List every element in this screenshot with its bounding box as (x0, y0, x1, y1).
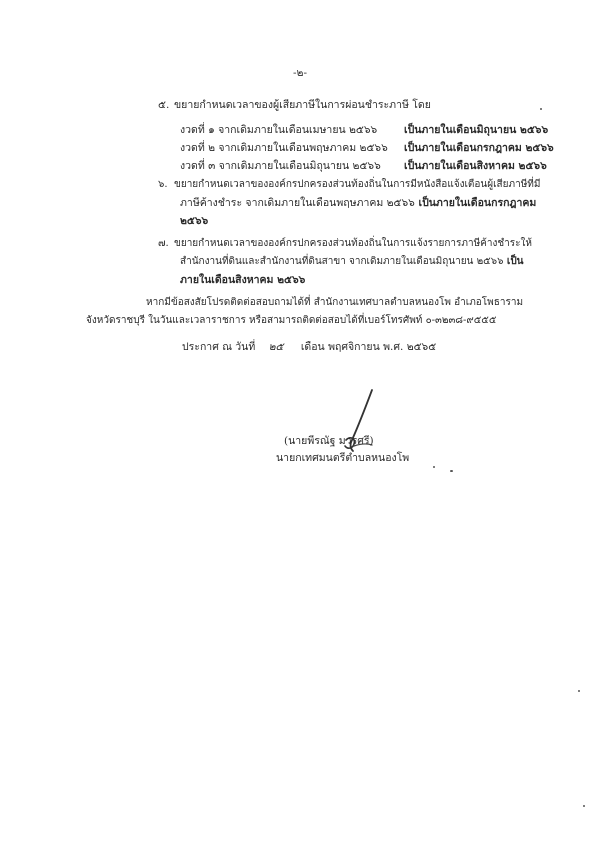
installment-2-label: งวดที่ ๒ จากเดิมภายในเดือนพฤษภาคม ๒๕๖๖ (180, 142, 388, 154)
contact-line-1: หากมีข้อสงสัยโปรดติดต่อสอบถามได้ที่ สำนักงานเทศบาลตำบลหนองโพ อำเภอโพธาราม (146, 297, 524, 308)
installment-3-new: เป็นภายในเดือนสิงหาคม ๒๕๖๖ (404, 160, 547, 172)
item-5-installment-2 (180, 141, 388, 155)
item-6-line-1: ๖. ขยายกำหนดเวลาขององค์กรปกครองส่วนท้องถิ่นในการมีหนังสือแจ้งเตือนผู้เสียภาษีที่มี (158, 179, 541, 190)
item-5-installment-1 (180, 123, 377, 137)
item-5-heading (158, 98, 431, 112)
item-5-installment-3 (180, 159, 381, 173)
signatory-name: (นายพีรณัฐ มวรศรี) (284, 435, 374, 447)
scan-speck (433, 466, 435, 468)
signatory-title: นายกเทศมนตรีตำบลหนองโพ (276, 452, 410, 464)
announcement-date (182, 340, 436, 354)
announcement-day: ๒๕ (268, 341, 284, 353)
item-6-line-2: ภาษีค้างชำระ จากเดิมภายในเดือนพฤษภาคม ๒๕๖๖ เป็นภายในเดือนกรกฎาคม (180, 197, 537, 209)
installment-1-label: งวดที่ ๑ จากเดิมภายในเดือนเมษายน ๒๕๖๖ (180, 124, 378, 136)
scan-speck (583, 805, 585, 807)
item-7-line-3: ภายในเดือนสิงหาคม ๒๕๖๖ (180, 274, 306, 286)
item-7-line-1: ๗. ขยายกำหนดเวลาขององค์กรปกครองส่วนท้องถิ่นในการแจ้งรายการภาษีค้างชำระให้ (158, 238, 532, 249)
item-6-line-3: ๒๕๖๖ (180, 215, 209, 227)
installment-2-new: เป็นภายในเดือนกรกฎาคม ๒๕๖๖ (404, 142, 554, 154)
installment-1-new: เป็นภายในเดือนมิถุนายน ๒๕๖๖ (404, 124, 549, 136)
announcement-prefix: ประกาศ ณ วันที่ (182, 341, 256, 353)
scan-speck (540, 108, 542, 110)
installment-3-label: งวดที่ ๓ จากเดิมภายในเดือนมิถุนายน ๒๕๖๖ (180, 160, 381, 172)
contact-line-2: จังหวัดราชบุรี ในวันและเวลาราชการ หรือสามารถติดต่อสอบได้ที่เบอร์โทรศัพท์ ๐-๓๒๓๘-๙๕๕๕ (86, 315, 497, 326)
item-7-number: ๗. (158, 238, 169, 249)
item-7-line-2: สำนักงานที่ดินและสำนักงานที่ดินสาขา จากเดิมภายในเดือนมิถุนายน ๒๕๖๖ เป็น (180, 256, 524, 267)
page-number: -๒- (292, 67, 308, 79)
scan-speck (450, 470, 453, 472)
scan-speck (578, 690, 580, 692)
item-6-number: ๖. (158, 179, 168, 190)
announcement-month-year: เดือน พฤศจิกายน พ.ศ. ๒๕๖๕ (300, 341, 437, 353)
item-5-number: ๕. (158, 99, 170, 111)
item-5-text: ขยายกำหนดเวลาของผู้เสียภาษีในการผ่อนชำระภาษี โดย (174, 99, 431, 111)
